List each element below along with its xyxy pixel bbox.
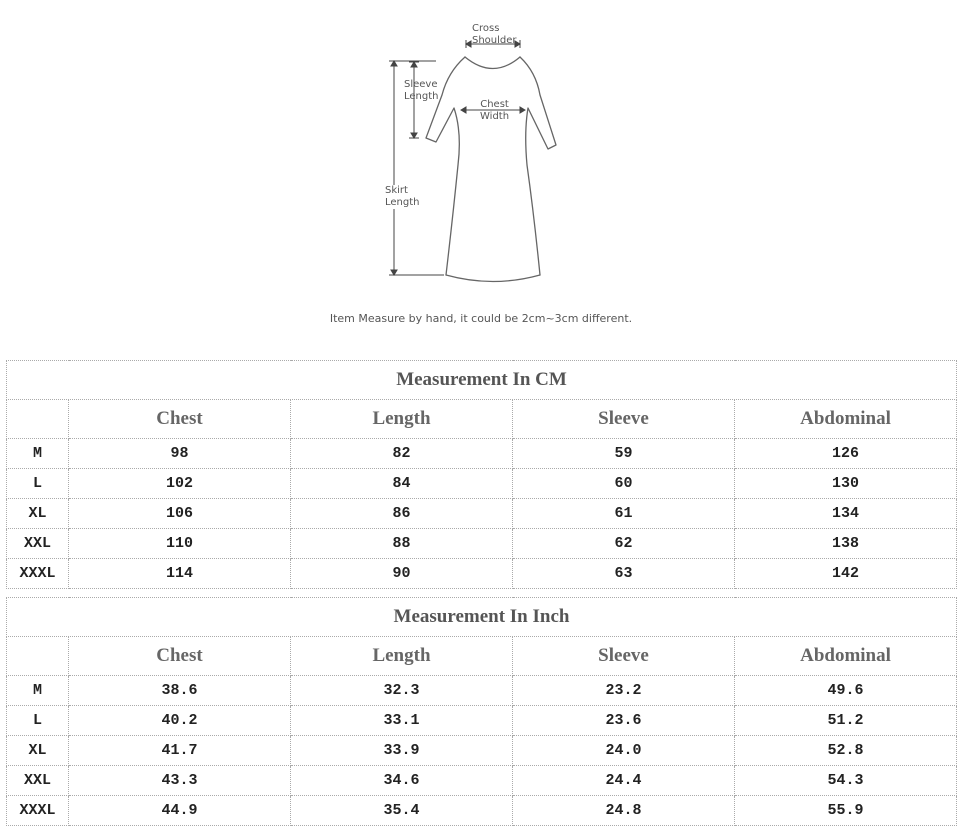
table-row bbox=[7, 706, 957, 736]
abdominal-value: 51.2 bbox=[735, 706, 957, 736]
size-label: M bbox=[7, 439, 69, 469]
abdominal-value: 142 bbox=[735, 559, 957, 589]
chest-value: 44.9 bbox=[69, 796, 291, 826]
size-label: XXXL bbox=[7, 796, 69, 826]
table-row bbox=[7, 439, 957, 469]
length-value: 33.9 bbox=[291, 736, 513, 766]
chest-width-label: Chest Width bbox=[480, 99, 510, 122]
size-label: L bbox=[7, 706, 69, 736]
inch-table-title: Measurement In Inch bbox=[7, 598, 957, 637]
size-label: XXL bbox=[7, 529, 69, 559]
size-label: M bbox=[7, 676, 69, 706]
abdominal-value: 134 bbox=[735, 499, 957, 529]
sleeve-value: 23.6 bbox=[513, 706, 735, 736]
size-label: XL bbox=[7, 499, 69, 529]
size-label: XL bbox=[7, 736, 69, 766]
measurement-note: Item Measure by hand, it could be 2cm~3cm different. bbox=[329, 312, 633, 325]
sleeve-value: 24.4 bbox=[513, 766, 735, 796]
abdominal-value: 138 bbox=[735, 529, 957, 559]
table-row bbox=[7, 559, 957, 589]
abdominal-value: 126 bbox=[735, 439, 957, 469]
table-row bbox=[7, 736, 957, 766]
header-abdominal: Abdominal bbox=[735, 637, 957, 676]
chest-value: 110 bbox=[69, 529, 291, 559]
header-abdominal: Abdominal bbox=[735, 400, 957, 439]
sleeve-value: 24.8 bbox=[513, 796, 735, 826]
sleeve-value: 62 bbox=[513, 529, 735, 559]
abdominal-value: 49.6 bbox=[735, 676, 957, 706]
sleeve-value: 61 bbox=[513, 499, 735, 529]
size-label: L bbox=[7, 469, 69, 499]
size-label: XXL bbox=[7, 766, 69, 796]
chest-value: 40.2 bbox=[69, 706, 291, 736]
header-chest: Chest bbox=[69, 400, 291, 439]
length-value: 88 bbox=[291, 529, 513, 559]
sleeve-value: 24.0 bbox=[513, 736, 735, 766]
size-label: XXXL bbox=[7, 559, 69, 589]
header-sleeve: Sleeve bbox=[513, 400, 735, 439]
sleeve-value: 59 bbox=[513, 439, 735, 469]
header-chest: Chest bbox=[69, 637, 291, 676]
header-sleeve: Sleeve bbox=[513, 637, 735, 676]
length-value: 84 bbox=[291, 469, 513, 499]
chest-value: 98 bbox=[69, 439, 291, 469]
length-value: 82 bbox=[291, 439, 513, 469]
cm-size-table bbox=[6, 360, 957, 589]
header-length: Length bbox=[291, 637, 513, 676]
sleeve-value: 63 bbox=[513, 559, 735, 589]
table-row bbox=[7, 766, 957, 796]
chest-value: 102 bbox=[69, 469, 291, 499]
abdominal-value: 54.3 bbox=[735, 766, 957, 796]
sleeve-value: 23.2 bbox=[513, 676, 735, 706]
table-row bbox=[7, 499, 957, 529]
length-value: 90 bbox=[291, 559, 513, 589]
header-cell bbox=[7, 637, 69, 676]
cm-table-title: Measurement In CM bbox=[7, 361, 957, 400]
length-value: 35.4 bbox=[291, 796, 513, 826]
header-length: Length bbox=[291, 400, 513, 439]
table-row bbox=[7, 529, 957, 559]
table-row bbox=[7, 676, 957, 706]
length-value: 86 bbox=[291, 499, 513, 529]
chest-value: 114 bbox=[69, 559, 291, 589]
abdominal-value: 52.8 bbox=[735, 736, 957, 766]
skirt-length-label: Skirt Length bbox=[385, 185, 420, 208]
cross-shoulder-label: Cross Shoulder bbox=[472, 23, 517, 46]
chest-value: 41.7 bbox=[69, 736, 291, 766]
chest-value: 38.6 bbox=[69, 676, 291, 706]
length-value: 33.1 bbox=[291, 706, 513, 736]
length-value: 32.3 bbox=[291, 676, 513, 706]
header-cell bbox=[7, 400, 69, 439]
abdominal-value: 55.9 bbox=[735, 796, 957, 826]
chest-value: 106 bbox=[69, 499, 291, 529]
table-row bbox=[7, 796, 957, 826]
inch-size-table bbox=[6, 597, 957, 826]
dress-measurement-diagram bbox=[330, 0, 640, 300]
sleeve-length-label: Sleeve Length bbox=[404, 79, 439, 102]
table-row bbox=[7, 469, 957, 499]
chest-value: 43.3 bbox=[69, 766, 291, 796]
length-value: 34.6 bbox=[291, 766, 513, 796]
abdominal-value: 130 bbox=[735, 469, 957, 499]
sleeve-value: 60 bbox=[513, 469, 735, 499]
